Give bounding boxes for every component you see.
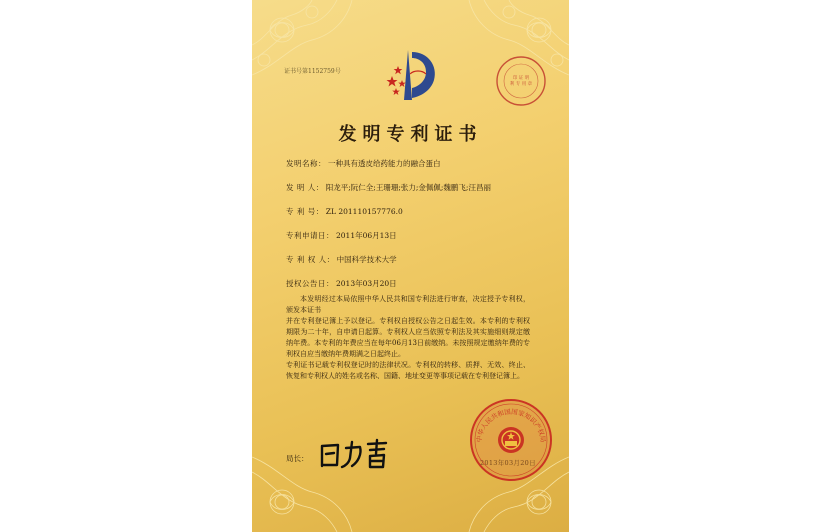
field-patent-number bbox=[286, 206, 403, 217]
field-inventors bbox=[286, 182, 491, 193]
field-value: 2013年03月20日 bbox=[336, 279, 397, 288]
director-signature bbox=[318, 436, 394, 472]
body-paragraph: 并在专利登记簿上予以登记。专利权自授权公告之日起生效。本专利的专利权期限为二十年，自申请日起算。专利权人应当依照专利法及其实施细则规定缴纳年费。本专利的年费应当在每年06月13日前缴纳。未按照规定缴纳年费的专利权自应当缴纳年费期满之日起终止。 bbox=[286, 317, 530, 358]
official-seal bbox=[467, 396, 555, 484]
field-label: 发 明 人： bbox=[286, 183, 324, 192]
patent-certificate bbox=[252, 0, 569, 532]
field-value: 2011年06月13日 bbox=[336, 231, 397, 240]
corner-ornament bbox=[252, 0, 362, 110]
body-paragraph: 专利证书记载专利权登记时的法律状况。专利权的转移、质押、无效、终止、恢复和专利权人的姓名或名称、国籍、地址变更等事项记载在专利登记簿上。 bbox=[286, 361, 530, 380]
svg-text:利 专 用 章: 利 专 用 章 bbox=[509, 82, 533, 87]
patent-stamp bbox=[494, 54, 548, 108]
national-emblem-icon bbox=[498, 427, 524, 453]
seal-text: 中华人民共和国国家知识产权局 bbox=[474, 407, 548, 443]
field-label: 授权公告日： bbox=[286, 279, 334, 288]
field-grant-date bbox=[286, 278, 397, 289]
field-label: 专 利 权 人： bbox=[286, 255, 335, 264]
field-value: 阳龙平;阮仁全;王珊珊;张力;金佩佩;魏鹏飞;汪昌丽 bbox=[325, 183, 491, 192]
field-value: 中国科学技术大学 bbox=[336, 255, 397, 264]
field-value: 一种具有透皮给药能力的融合蛋白 bbox=[328, 159, 441, 168]
patent-office-emblem-icon bbox=[382, 44, 440, 104]
certificate-body bbox=[286, 294, 530, 382]
field-label: 专利申请日： bbox=[286, 231, 334, 240]
field-patentee bbox=[286, 254, 397, 265]
certificate-title: 发明专利证书 bbox=[338, 124, 483, 145]
director-label: 局长： bbox=[286, 454, 309, 463]
certificate-number: 证书号第1152759号 bbox=[284, 68, 341, 75]
svg-text:印 证 明: 印 证 明 bbox=[512, 76, 530, 81]
body-paragraph: 本发明经过本局依照中华人民共和国专利法进行审查，决定授予专利权，颁发本证书 bbox=[286, 295, 530, 314]
field-value: ZL 201110157776.0 bbox=[325, 207, 403, 216]
field-label: 专 利 号： bbox=[286, 207, 324, 216]
field-filing-date bbox=[286, 230, 397, 241]
field-invention-name bbox=[286, 158, 441, 169]
field-label: 发明名称： bbox=[286, 159, 326, 168]
seal-date: 2013年03月20日 bbox=[480, 459, 536, 467]
